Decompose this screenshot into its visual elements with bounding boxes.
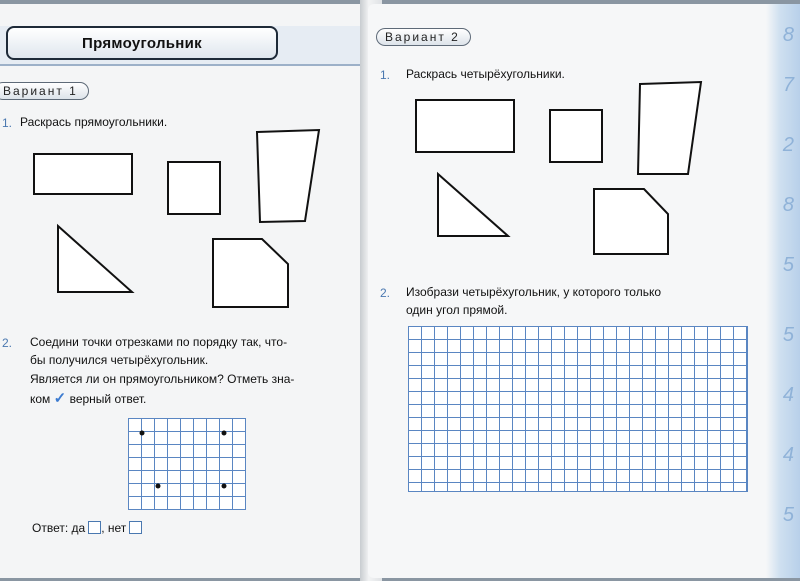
task2-line4-post: верный ответ. <box>69 392 147 406</box>
left-page <box>0 4 382 578</box>
point-1 <box>140 431 145 436</box>
task1-number: 1. <box>2 116 13 130</box>
task2-number: 2. <box>2 336 13 350</box>
r-task1-text: Раскрась четырёхугольники. <box>406 67 565 81</box>
r-task1-shapes <box>368 4 800 264</box>
answer-no-checkbox[interactable] <box>129 521 142 534</box>
r-task2-line2: один угол прямой. <box>406 303 508 317</box>
r-task1-number: 1. <box>380 68 391 82</box>
task1-text: Раскрась прямоугольники. <box>20 115 168 129</box>
right-page <box>368 4 800 578</box>
r-shape-rectangle <box>416 100 514 152</box>
grid-points <box>0 4 382 578</box>
check-mark-icon: ✓ <box>53 390 67 407</box>
r-shape-triangle <box>438 174 508 236</box>
page-edge-decoration: 8 7 2 8 5 5 4 4 5 <box>766 4 800 578</box>
page-title: Прямоугольник <box>82 35 202 52</box>
answer-no-label: , нет <box>101 521 127 535</box>
drawing-grid[interactable] <box>408 326 748 492</box>
task2-line4-pre: ком <box>30 392 51 406</box>
answer-yes-checkbox[interactable] <box>88 521 101 534</box>
point-3 <box>222 484 227 489</box>
r-shape-trapezoid <box>638 82 701 174</box>
task2-line2: бы получился четырёхугольник. <box>30 353 209 367</box>
point-4 <box>156 484 161 489</box>
r-task2-line1: Изобрази четырёхугольник, у которого только <box>406 285 662 299</box>
task2-line3: Является ли он прямоугольником? Отметь зна- <box>30 372 295 386</box>
r-task2-number: 2. <box>380 286 391 300</box>
task2-line1: Соедини точки отрезками по порядку так, что- <box>30 335 288 349</box>
variant-1-label: Вариант 1 <box>0 82 89 100</box>
answer-line <box>32 520 142 537</box>
answer-label: Ответ: да <box>32 521 86 535</box>
variant-2-label: Вариант 2 <box>376 28 471 46</box>
point-2 <box>222 431 227 436</box>
r-shape-pentagon <box>594 189 668 254</box>
r-shape-square <box>550 110 602 162</box>
